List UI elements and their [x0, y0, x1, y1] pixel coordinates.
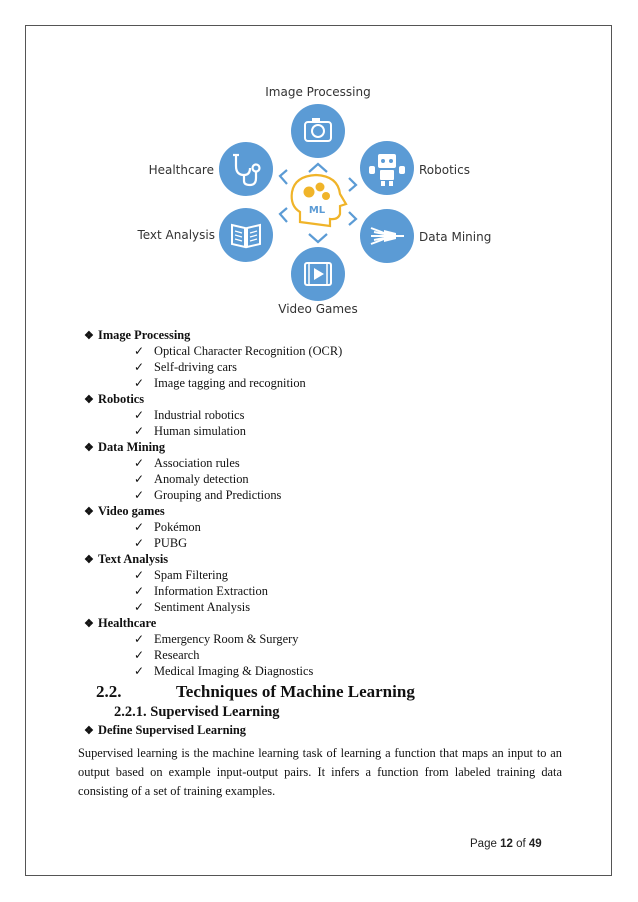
- category-heading: [84, 439, 568, 455]
- arrow-up-icon: [309, 164, 327, 172]
- list-item-text: Association rules: [154, 456, 240, 470]
- checkmark-icon: ✓: [134, 456, 145, 470]
- node-label-robotics: Robotics: [419, 163, 470, 177]
- define-heading-text: Define Supervised Learning: [98, 723, 247, 737]
- subsection-title: Supervised Learning: [150, 704, 280, 720]
- footer-current-page: 12: [500, 838, 513, 850]
- list-item-text: Pokémon: [154, 520, 201, 534]
- checkmark-icon: ✓: [134, 344, 145, 358]
- list-item-text: Spam Filtering: [154, 568, 228, 582]
- ml-applications-diagram: [0, 0, 638, 330]
- category-list: [78, 327, 568, 679]
- list-item: [134, 647, 568, 663]
- category-title: Robotics: [98, 392, 145, 406]
- arrow-left-icon: [280, 170, 287, 222]
- list-item: [134, 567, 568, 583]
- category-heading: [84, 503, 568, 519]
- section-title: Techniques of Machine Learning: [176, 682, 415, 701]
- list-item: [134, 471, 568, 487]
- list-item: [134, 631, 568, 647]
- checkmark-icon: ✓: [134, 408, 145, 422]
- list-item-text: PUBG: [154, 536, 188, 550]
- category-heading: [84, 391, 568, 407]
- checkmark-icon: ✓: [134, 648, 145, 662]
- list-item-text: Information Extraction: [154, 584, 268, 598]
- list-item: [134, 535, 568, 551]
- node-label-healthcare: Healthcare: [148, 163, 214, 177]
- diamond-bullet-icon: ❖: [84, 506, 94, 518]
- checkmark-icon: ✓: [134, 472, 145, 486]
- checkmark-icon: ✓: [134, 584, 145, 598]
- body-paragraph: Supervised learning is the machine learning task of learning a function that maps an input to an output based on example input-output pairs. It infers a function from labeled training data consisting of a set of training examples.: [78, 746, 562, 798]
- list-item: [134, 487, 568, 503]
- subsection-heading: [114, 703, 568, 722]
- list-item-text: Self-driving cars: [154, 360, 237, 374]
- subsection-number: 2.2.1.: [114, 704, 147, 720]
- diamond-bullet-icon: ❖: [84, 554, 94, 566]
- list-item: [134, 455, 568, 471]
- diamond-bullet-icon: ❖: [84, 394, 94, 406]
- ml-head-icon: [292, 175, 346, 226]
- checkmark-icon: ✓: [134, 520, 145, 534]
- checkmark-icon: ✓: [134, 600, 145, 614]
- checkmark-icon: ✓: [134, 664, 145, 678]
- footer-total-pages: 49: [528, 838, 542, 850]
- diamond-bullet-icon: ❖: [84, 442, 94, 454]
- checkmark-icon: ✓: [134, 376, 145, 390]
- diamond-bullet-icon: ❖: [84, 725, 94, 737]
- list-item: [134, 599, 568, 615]
- category-heading: [84, 551, 568, 567]
- node-video-games: [291, 247, 345, 301]
- center-label: ML: [308, 205, 326, 216]
- arrow-right-icon: [349, 178, 356, 225]
- list-item-text: Industrial robotics: [154, 408, 245, 422]
- diamond-bullet-icon: ❖: [84, 330, 94, 342]
- node-robotics: [360, 141, 414, 195]
- node-healthcare: [219, 142, 273, 196]
- list-item-text: Grouping and Predictions: [154, 488, 282, 502]
- list-item-text: Image tagging and recognition: [154, 376, 306, 390]
- list-item: [134, 407, 568, 423]
- main-content: [78, 327, 568, 801]
- list-item: [134, 519, 568, 535]
- checkmark-icon: ✓: [134, 360, 145, 374]
- list-item: [134, 343, 568, 359]
- category-title: Image Processing: [98, 328, 191, 342]
- category-title: Data Mining: [98, 440, 166, 454]
- category-title: Video games: [98, 504, 165, 518]
- list-item-text: Anomaly detection: [154, 472, 249, 486]
- node-text-analysis: [219, 208, 273, 262]
- define-heading: [84, 722, 568, 738]
- node-label-image-processing: Image Processing: [265, 85, 371, 99]
- category-title: Text Analysis: [98, 552, 169, 566]
- list-item-text: Human simulation: [154, 424, 246, 438]
- category-title: Healthcare: [98, 616, 157, 630]
- footer-prefix: Page: [470, 838, 497, 850]
- node-label-video-games: Video Games: [278, 302, 358, 316]
- list-item-text: Medical Imaging & Diagnostics: [154, 664, 314, 678]
- list-item: [134, 423, 568, 439]
- list-item: [134, 583, 568, 599]
- category-heading: [84, 327, 568, 343]
- checkmark-icon: ✓: [134, 568, 145, 582]
- list-item-text: Sentiment Analysis: [154, 600, 251, 614]
- list-item: [134, 663, 568, 679]
- list-item-text: Emergency Room & Surgery: [154, 632, 299, 646]
- node-label-text-analysis: Text Analysis: [137, 228, 215, 242]
- arrow-down-icon: [309, 234, 327, 242]
- footer-of: of: [516, 838, 526, 850]
- page-footer: [470, 838, 542, 850]
- list-item-text: Optical Character Recognition (OCR): [154, 344, 343, 358]
- list-item-text: Research: [154, 648, 200, 662]
- node-data-mining: [360, 209, 414, 263]
- checkmark-icon: ✓: [134, 536, 145, 550]
- node-label-data-mining: Data Mining: [419, 230, 492, 244]
- checkmark-icon: ✓: [134, 632, 145, 646]
- checkmark-icon: ✓: [134, 488, 145, 502]
- section-heading: [96, 681, 568, 703]
- list-item: [134, 359, 568, 375]
- node-image-processing: [291, 104, 345, 158]
- section-number: 2.2.: [96, 682, 122, 701]
- list-item: [134, 375, 568, 391]
- diamond-bullet-icon: ❖: [84, 618, 94, 630]
- category-heading: [84, 615, 568, 631]
- checkmark-icon: ✓: [134, 424, 145, 438]
